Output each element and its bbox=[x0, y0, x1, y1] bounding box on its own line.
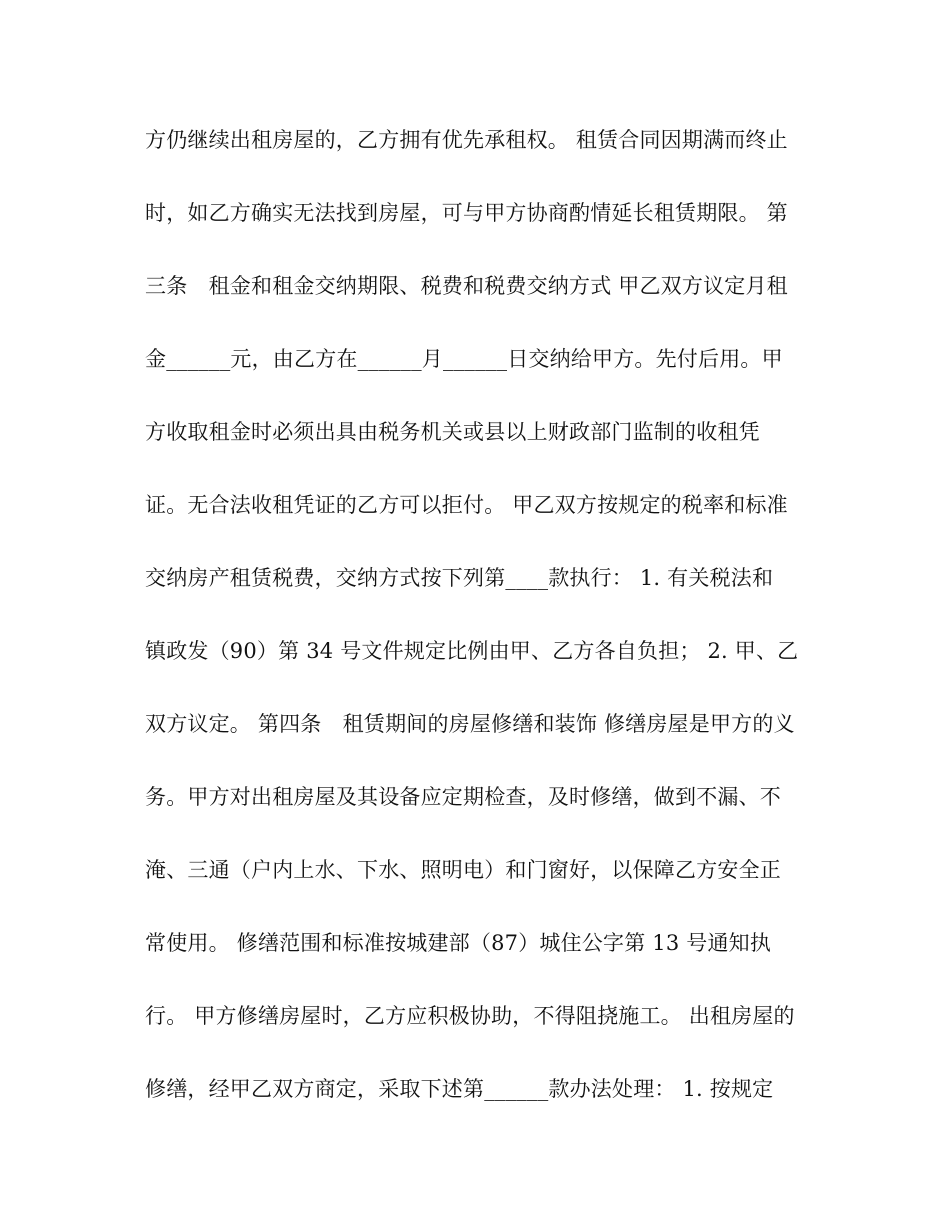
text-line-14: 修缮，经甲乙双方商定，采取下述第______款办法处理： 1. 按规定 bbox=[145, 1077, 774, 1101]
text-line-1: 方仍继续出租房屋的，乙方拥有优先承租权。 租赁合同因期满而终止 bbox=[145, 128, 788, 152]
text-line-8: 镇政发（90）第 34 号文件规定比例由甲、乙方各自负担； 2. 甲、乙 bbox=[145, 639, 799, 663]
text-line-7: 交纳房产租赁税费，交纳方式按下列第____款执行： 1. 有关税法和 bbox=[145, 566, 774, 590]
text-line-3: 三条 租金和租金交纳期限、税费和税费交纳方式 甲乙双方议定月租 bbox=[145, 274, 788, 298]
text-line-4: 金______元，由乙方在______月______日交纳给甲方。先付后用。甲 bbox=[145, 347, 783, 371]
text-line-13: 行。 甲方修缮房屋时，乙方应积极协助，不得阻挠施工。 出租房屋的 bbox=[145, 1004, 795, 1028]
text-line-5: 方收取租金时必须出具由税务机关或县以上财政部门监制的收租凭 bbox=[145, 420, 760, 444]
text-line-2: 时，如乙方确实无法找到房屋，可与甲方协商酌情延长租赁期限。 第 bbox=[145, 201, 788, 225]
text-line-10: 务。甲方对出租房屋及其设备应定期检查，及时修缮，做到不漏、不 bbox=[145, 785, 781, 809]
text-line-6: 证。无合法收租凭证的乙方可以拒付。 甲乙双方按规定的税率和标准 bbox=[145, 493, 788, 517]
text-line-11: 淹、三通（户内上水、下水、照明电）和门窗好，以保障乙方安全正 bbox=[145, 858, 781, 882]
contract-body-text bbox=[145, 120, 825, 1142]
text-line-12: 常使用。 修缮范围和标准按城建部（87）城住公字第 13 号通知执 bbox=[145, 931, 772, 955]
text-line-9: 双方议定。 第四条 租赁期间的房屋修缮和装饰 修缮房屋是甲方的义 bbox=[145, 712, 795, 736]
